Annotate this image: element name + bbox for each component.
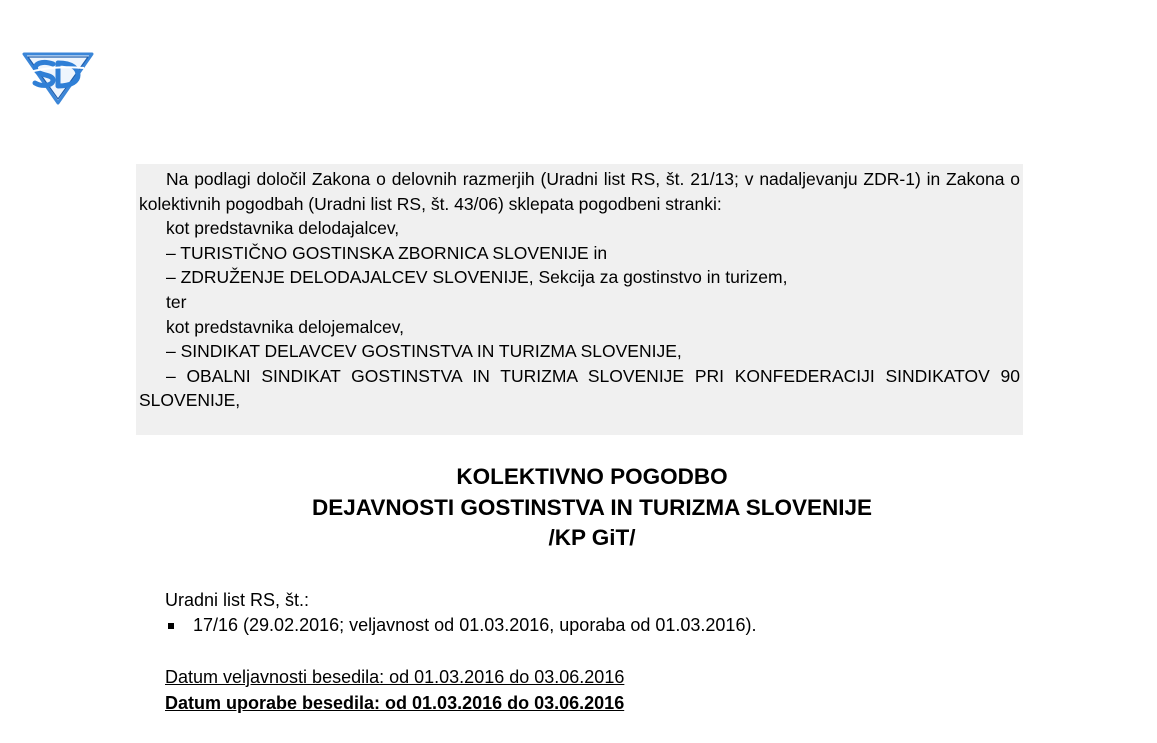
gazette-heading: Uradni list RS, št.: [165, 590, 310, 610]
employees-intro: kot predstavnika delojemalcev, [166, 316, 404, 337]
sd-logo-icon [20, 48, 96, 106]
title-line-2: DEJAVNOSTI GOSTINSTVA IN TURIZMA SLOVENIJE [311, 494, 873, 520]
validity-date: Datum veljavnosti besedila: od 01.03.2016 do 03.06.2016 [165, 667, 625, 687]
employer-1: – TURISTIČNO GOSTINSKA ZBORNICA SLOVENIJE in [166, 242, 608, 263]
title-line-1: KOLEKTIVNO POGODBO [456, 464, 728, 489]
square-bullet-icon [168, 623, 174, 629]
employer-2: – ZDRUŽENJE DELODAJALCEV SLOVENIJE, Sekcija za gostinstvo in turizem, [166, 267, 788, 288]
employers-intro: kot predstavnika delodajalcev, [166, 218, 400, 239]
gazette-entry: 17/16 (29.02.2016; veljavnost od 01.03.2016, uporaba od 01.03.2016). [193, 615, 757, 635]
union-2: – OBALNI SINDIKAT GOSTINSTVA IN TURIZMA SLOVENIJE PRI KONFEDERACIJI SINDIKATOV 90 SLOVENIJE, [139, 365, 1020, 411]
title-line-3: /KP GiT/ [548, 525, 636, 550]
preamble-block [136, 164, 1023, 435]
conjunction: ter [166, 291, 187, 312]
document-title [136, 462, 1048, 554]
list-item [165, 613, 756, 638]
union-1: – SINDIKAT DELAVCEV GOSTINSTVA IN TURIZMA SLOVENIJE, [166, 341, 682, 362]
application-date: Datum uporabe besedila: od 01.03.2016 do 03.06.2016 [165, 693, 625, 713]
preamble-paragraph: Na podlagi določil Zakona o delovnih razmerjih (Uradni list RS, št. 21/13; v nadaljevanju ZDR-1) in Zakona o kolektivnih pogodbah (Uradni list RS, št. 43/06) sklepata pogodbeni stranki: [139, 169, 1020, 214]
gazette-reference [165, 588, 756, 638]
text-dates [165, 664, 624, 716]
